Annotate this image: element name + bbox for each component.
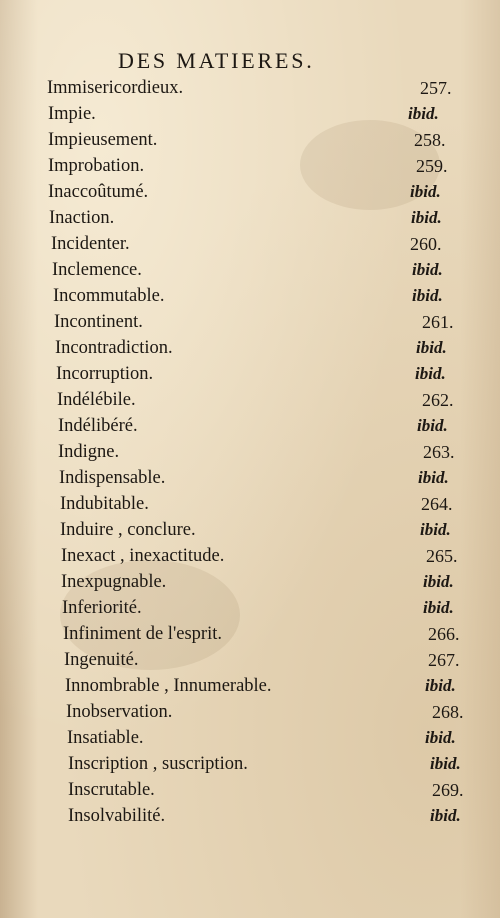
entry-term: Indélibéré. bbox=[58, 416, 138, 436]
index-entry bbox=[0, 312, 500, 338]
entry-page: 260. bbox=[410, 234, 442, 254]
entry-term: Inexact , inexactitude. bbox=[61, 546, 225, 566]
entry-page: ibid. bbox=[417, 416, 448, 435]
index-entry bbox=[0, 598, 500, 624]
index-entry bbox=[0, 650, 500, 676]
entry-page: ibid. bbox=[423, 598, 454, 617]
entry-term: Incontradiction. bbox=[55, 338, 173, 358]
index-entry bbox=[0, 234, 500, 260]
entry-term: Immisericordieux. bbox=[47, 78, 184, 98]
entry-term: Impieusement. bbox=[48, 130, 158, 150]
entry-term: Ingenuité. bbox=[64, 650, 139, 670]
entry-page: ibid. bbox=[412, 286, 443, 305]
entry-term: Indigne. bbox=[58, 442, 120, 462]
entry-term: Incommutable. bbox=[53, 286, 165, 306]
page-header: DES MATIERES. bbox=[118, 48, 315, 73]
entry-term: Incorruption. bbox=[56, 364, 154, 384]
index-entry bbox=[0, 104, 500, 130]
index-entry bbox=[0, 754, 500, 780]
entry-page: 268. bbox=[432, 702, 464, 722]
entry-term: Innombrable , Innumerable. bbox=[65, 676, 272, 696]
index-entry bbox=[0, 78, 500, 104]
index-entry bbox=[0, 338, 500, 364]
entry-term: Insatiable. bbox=[67, 728, 144, 748]
index-entry bbox=[0, 494, 500, 520]
entry-page: 258. bbox=[414, 130, 446, 150]
entry-term: Inobservation. bbox=[66, 702, 173, 722]
index-entry bbox=[0, 182, 500, 208]
index-entry bbox=[0, 780, 500, 806]
entry-page: ibid. bbox=[425, 728, 456, 747]
entry-term: Inaction. bbox=[49, 208, 115, 228]
index-entry bbox=[0, 520, 500, 546]
entry-page: ibid. bbox=[423, 572, 454, 591]
entry-page: ibid. bbox=[420, 520, 451, 539]
entry-page: ibid. bbox=[425, 676, 456, 695]
entry-term: Inexpugnable. bbox=[61, 572, 167, 592]
entry-term: Incidenter. bbox=[51, 234, 130, 254]
entry-page: 259. bbox=[416, 156, 448, 176]
entry-term: Impie. bbox=[48, 104, 96, 124]
index-entry bbox=[0, 468, 500, 494]
index-entry bbox=[0, 390, 500, 416]
entry-term: Inscription , suscription. bbox=[68, 754, 248, 774]
entry-page: 263. bbox=[423, 442, 455, 462]
index-entry bbox=[0, 208, 500, 234]
entry-term: Induire , conclure. bbox=[60, 520, 196, 540]
index-entry bbox=[0, 572, 500, 598]
entry-term: Inaccoûtumé. bbox=[48, 182, 149, 202]
entry-page: ibid. bbox=[415, 364, 446, 383]
index-entry bbox=[0, 364, 500, 390]
entry-term: Inclemence. bbox=[52, 260, 142, 280]
entry-term: Improbation. bbox=[48, 156, 145, 176]
index-entry bbox=[0, 416, 500, 442]
entry-term: Insolvabilité. bbox=[68, 806, 166, 826]
entry-page: 265. bbox=[426, 546, 458, 566]
entry-page: ibid. bbox=[410, 182, 441, 201]
index-entry bbox=[0, 260, 500, 286]
index-entry bbox=[0, 442, 500, 468]
entry-term: Indispensable. bbox=[59, 468, 166, 488]
entry-page: ibid. bbox=[418, 468, 449, 487]
entry-page: 264. bbox=[421, 494, 453, 514]
entry-page: 257. bbox=[420, 78, 452, 98]
index-entry bbox=[0, 702, 500, 728]
entry-page: ibid. bbox=[430, 754, 461, 773]
index-entry bbox=[0, 286, 500, 312]
index-entry bbox=[0, 546, 500, 572]
index-entry bbox=[0, 728, 500, 754]
entry-page: ibid. bbox=[408, 104, 439, 123]
index-entry bbox=[0, 130, 500, 156]
entry-page: 269. bbox=[432, 780, 464, 800]
entry-page: ibid. bbox=[430, 806, 461, 825]
entry-term: Infiniment de l'esprit. bbox=[63, 624, 223, 644]
entry-page: ibid. bbox=[416, 338, 447, 357]
index-entry bbox=[0, 156, 500, 182]
entry-page: 262. bbox=[422, 390, 454, 410]
entry-page: 261. bbox=[422, 312, 454, 332]
index-entry bbox=[0, 676, 500, 702]
entry-page: 266. bbox=[428, 624, 460, 644]
entry-term: Inscrutable. bbox=[68, 780, 155, 800]
entry-page: ibid. bbox=[411, 208, 442, 227]
index-entry bbox=[0, 806, 500, 832]
entry-term: Indélébile. bbox=[57, 390, 136, 410]
index-entry bbox=[0, 624, 500, 650]
entry-term: Indubitable. bbox=[60, 494, 149, 514]
entry-page: ibid. bbox=[412, 260, 443, 279]
entry-term: Incontinent. bbox=[54, 312, 143, 332]
entry-page: 267. bbox=[428, 650, 460, 670]
entry-term: Inferiorité. bbox=[62, 598, 142, 618]
